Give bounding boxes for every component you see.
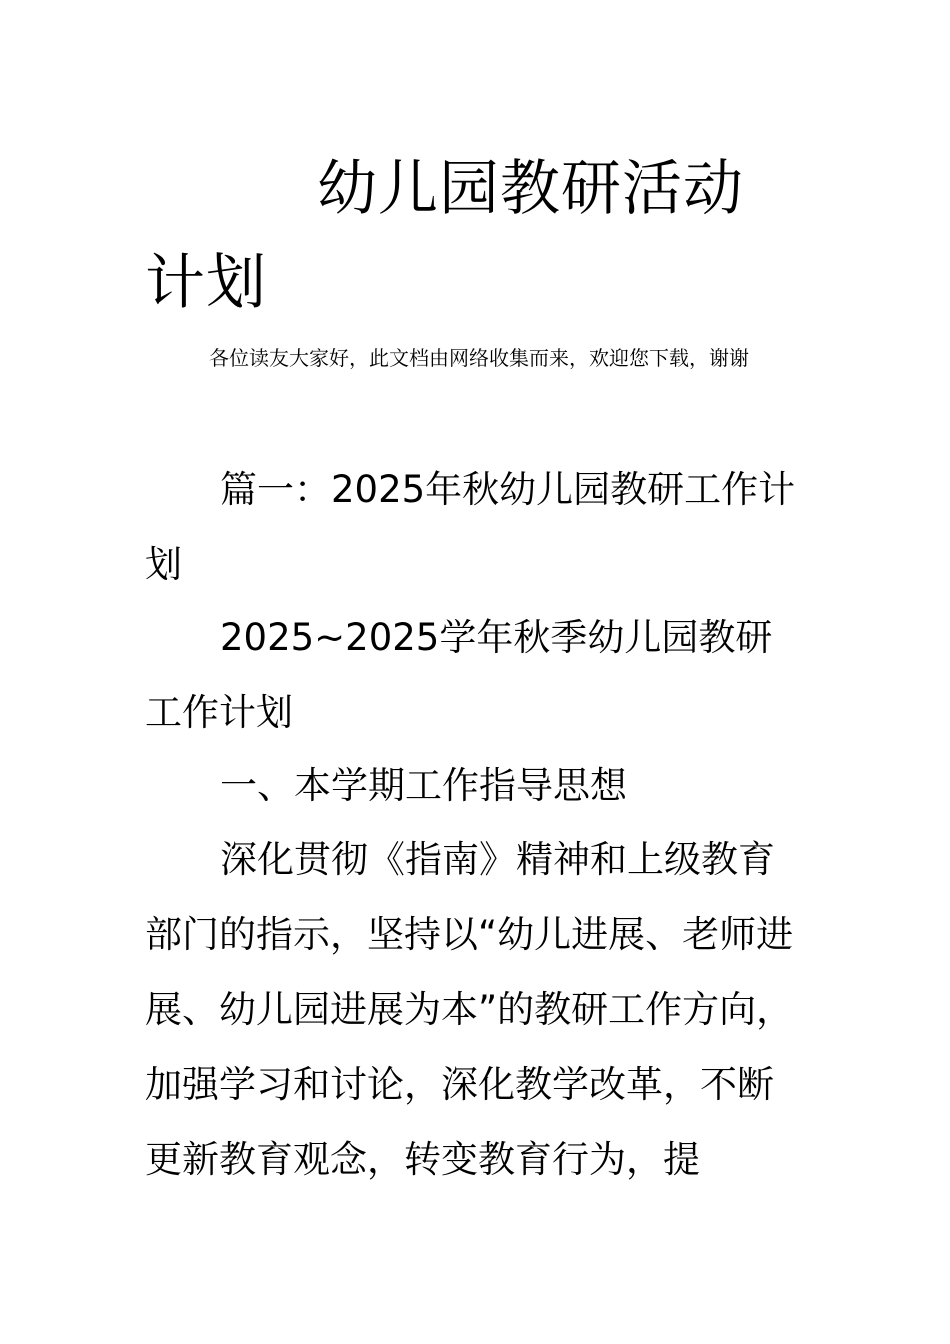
document-title: 幼儿园教研活动计划 — [145, 154, 744, 318]
section-heading-guiding-thought: 一、本学期工作指导思想 — [220, 764, 627, 807]
section-heading-part-one: 篇一：2025年秋幼儿园教研工作计划 — [145, 468, 796, 586]
body-paragraph: 深化贯彻《指南》精神和上级教育部门的指示，坚持以“幼儿进展、老师进展、幼儿园进展为本”的教研工作方向，加强学习和讨论，深化教学改革，不断更新教育观念，转变教育行为，提 — [145, 838, 794, 1181]
plan-title: 2025~2025学年秋季幼儿园教研工作计划 — [145, 616, 773, 734]
download-note: 各位读友大家好，此文档由网络收集而来，欢迎您下载，谢谢 — [209, 346, 749, 370]
